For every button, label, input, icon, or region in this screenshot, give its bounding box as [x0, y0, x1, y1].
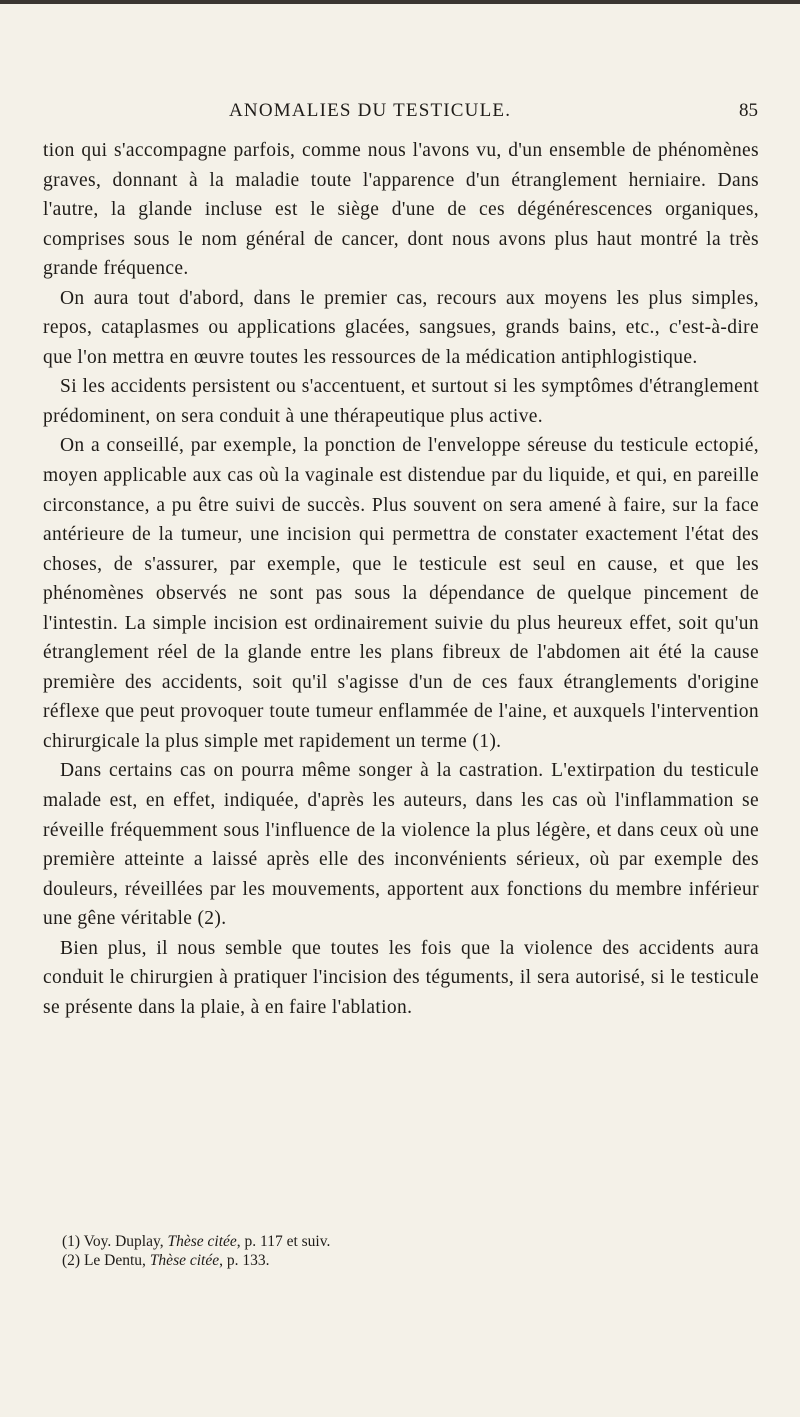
footnotes — [62, 1233, 762, 1270]
page-number: 85 — [739, 100, 758, 121]
footnote-text: (2) Le Dentu, — [62, 1251, 150, 1269]
body-text — [43, 136, 759, 1022]
footnote-title: Thèse citée — [149, 1251, 220, 1269]
paragraph: On aura tout d'abord, dans le premier cas, recours aux moyens les plus simples, repos, cataplasmes ou applications glacées, sangsues, grands bains, etc., c'est-à-dire que l'on mettra en œuvre toutes les ressources de la médication antiphlogistique. — [43, 287, 759, 368]
running-title: ANOMALIES DU TESTICULE. — [229, 100, 512, 121]
footnote-text: , p. 133. — [219, 1251, 270, 1269]
paragraph: tion qui s'accompagne parfois, comme nous l'avons vu, d'un ensemble de phénomènes graves, donnant à la maladie toute l'apparence d'un étranglement herniaire. Dans l'autre, la glande incluse est le siège d'une de ces dégénérescences organiques, comprises sous le nom général de cancer, dont nous avons plus haut montré la très grande fréquence. — [43, 140, 759, 280]
page-top-edge — [0, 0, 800, 4]
footnote-text: (1) Voy. Duplay, — [62, 1233, 168, 1250]
paragraph: Dans certains cas on pourra même songer à la castration. L'extirpation du testicule malade est, en effet, indiquée, d'après les auteurs, dans les cas où l'inflammation se réveille fréquemment sous l'influence de la violence la plus légère, et dans ceux où une première atteinte a laissé après elle des inconvénients sérieux, où par exemple des douleurs, réveillées par les mouvements, apportent aux fonctions du membre inférieur une gêne véritable (2). — [43, 760, 759, 930]
footnote-text: , p. 117 et suiv. — [236, 1233, 331, 1250]
footnote — [62, 1252, 762, 1271]
footnote-title: Thèse citée — [167, 1233, 237, 1250]
paragraph: Si les accidents persistent ou s'accentuent, et surtout si les symptômes d'étranglement prédominent, on sera conduit à une thérapeutique plus active. — [43, 376, 759, 427]
page-header — [0, 100, 800, 122]
paragraph: On a conseillé, par exemple, la ponction de l'enveloppe séreuse du testicule ectopié, moyen applicable aux cas où la vaginale est distendue par du liquide, et qui, en pareille circonstance, a pu être suivi de succès. Plus souvent on sera amené à faire, sur la face antérieure de la tumeur, une incision qui permettra de constater exactement l'état des choses, de s'assurer, par exemple, que le testicule est seul en cause, et que les phénomènes observés ne sont pas sous la dépendance de quelque pincement de l'intestin. La simple incision est ordinairement suivie du plus heureux effet, soit qu'un étranglement réel de la glande entre les plans fibreux de l'abdomen ait été la cause première des accidents, soit qu'il s'agisse d'un de ces faux étranglements d'origine réflexe que peut provoquer toute tumeur enflammée de l'aine, et auxquels l'intervention chirurgicale la plus simple met rapidement un terme (1). — [43, 435, 759, 752]
footnote — [62, 1233, 762, 1252]
paragraph: Bien plus, il nous semble que toutes les fois que la violence des accidents aura conduit le chirurgien à pratiquer l'incision des téguments, il sera autorisé, si le testicule se présente dans la plaie, à en faire l'ablation. — [43, 937, 759, 1018]
